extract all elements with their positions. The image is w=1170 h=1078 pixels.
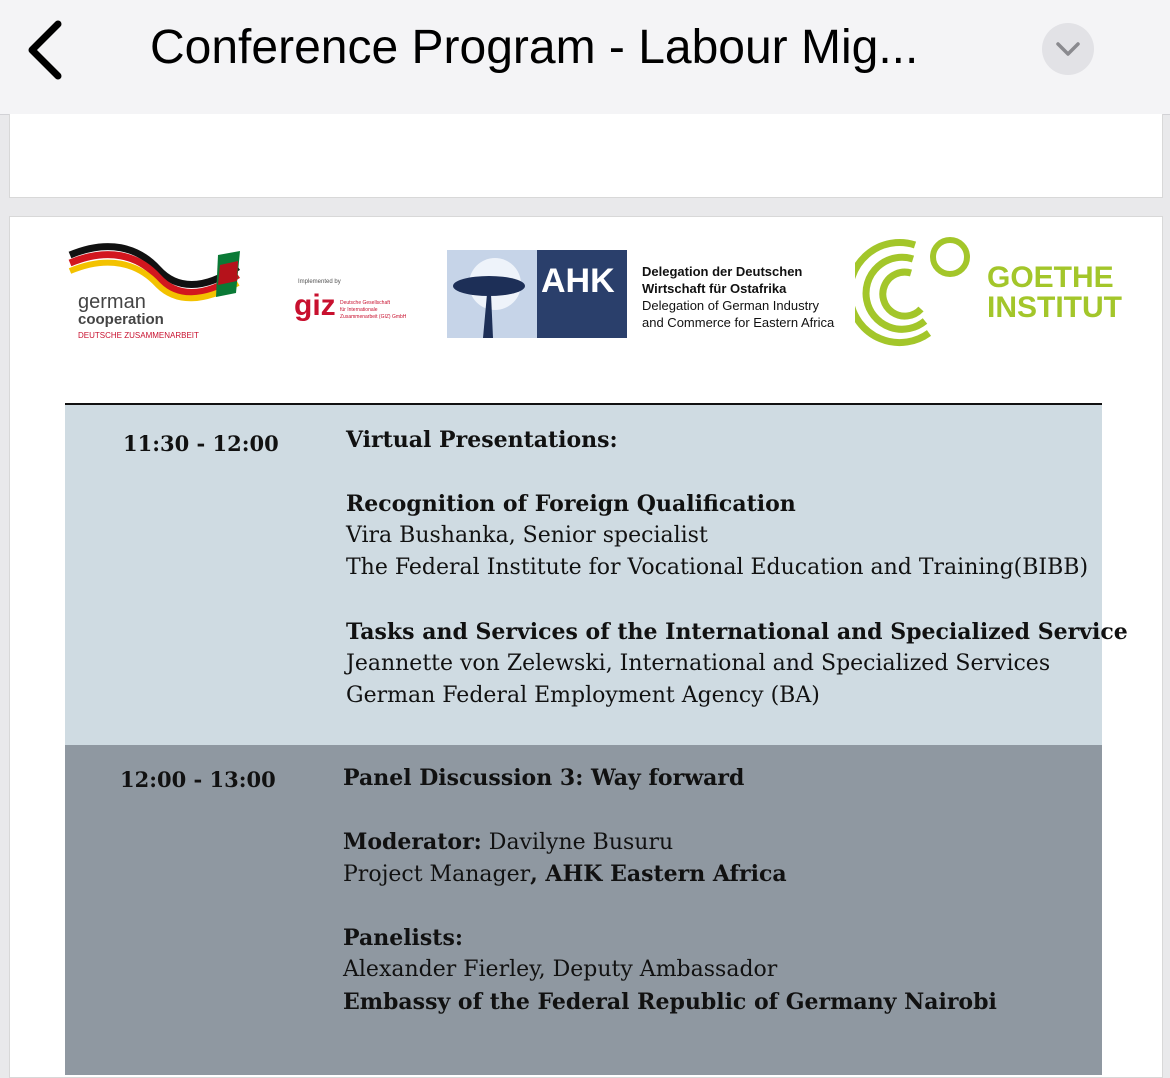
session-heading: Virtual Presentations: bbox=[346, 427, 618, 453]
ahk-mark-box bbox=[537, 250, 627, 338]
giz-desc-1: Deutsche Gesellschaft bbox=[340, 300, 391, 306]
chevron-down-icon bbox=[1055, 39, 1081, 59]
goethe-text-1: GOETHE bbox=[987, 261, 1114, 294]
talk-speaker: Vira Bushanka, Senior specialist bbox=[346, 523, 708, 548]
goethe-institut-logo bbox=[855, 235, 1122, 355]
german-cooperation-text-1: german bbox=[78, 291, 146, 313]
goethe-text-2: INSTITUT bbox=[987, 291, 1122, 324]
moderator-label: Moderator: bbox=[343, 829, 482, 855]
chevron-left-icon bbox=[22, 18, 72, 82]
german-cooperation-text-3: DEUTSCHE ZUSAMMENARBEIT bbox=[78, 331, 199, 340]
moderator-role-line bbox=[343, 861, 787, 887]
ahk-logo bbox=[447, 250, 837, 340]
panelists-label: Panelists: bbox=[343, 925, 463, 951]
talk-speaker: Jeannette von Zelewski, International and Specialized Services bbox=[346, 651, 1051, 676]
giz-mark: giz bbox=[294, 289, 336, 322]
panelist-organization: Embassy of the Federal Republic of Germany Nairobi bbox=[343, 989, 997, 1015]
ahk-text-1: Delegation der Deutschen bbox=[642, 264, 803, 279]
session-heading: Panel Discussion 3: Way forward bbox=[343, 765, 745, 791]
talk-title: Tasks and Services of the International and Specialized Service bbox=[346, 619, 1128, 645]
moderator-name: Davilyne Busuru bbox=[481, 830, 674, 855]
title-menu-button[interactable] bbox=[1042, 23, 1094, 75]
giz-implemented-by: Implemented by bbox=[298, 279, 341, 285]
acacia-tree-icon bbox=[447, 250, 537, 338]
moderator-role: Project Manager bbox=[343, 862, 531, 887]
logo-strip bbox=[10, 217, 1162, 367]
previous-page bbox=[9, 114, 1163, 198]
ahk-mark: AHK bbox=[541, 262, 615, 300]
giz-desc-2: für Internationale bbox=[340, 307, 378, 313]
moderator-line bbox=[343, 829, 673, 855]
moderator-organization: , AHK Eastern Africa bbox=[530, 861, 787, 887]
ahk-text-4: and Commerce for Eastern Africa bbox=[642, 315, 835, 330]
ahk-text-3: Delegation of German Industry bbox=[642, 298, 820, 313]
program-row-panel-discussion bbox=[65, 745, 1102, 1075]
back-button[interactable] bbox=[22, 18, 72, 82]
goethe-spiral-icon bbox=[855, 235, 980, 355]
navigation-bar bbox=[0, 0, 1170, 115]
ahk-text-2: Wirtschaft für Ostafrika bbox=[642, 281, 787, 296]
giz-desc-3: Zusammenarbeit (GIZ) GmbH bbox=[340, 314, 407, 320]
panelist: Alexander Fierley, Deputy Ambassador bbox=[343, 957, 778, 982]
talk-organization: German Federal Employment Agency (BA) bbox=[346, 683, 820, 708]
document-title: Conference Program - Labour Mig... bbox=[150, 21, 919, 74]
document-page bbox=[9, 216, 1163, 1078]
talk-title: Recognition of Foreign Qualification bbox=[346, 491, 796, 517]
session-time: 12:00 - 13:00 bbox=[120, 767, 276, 792]
program-row-virtual-presentations bbox=[65, 403, 1128, 749]
german-cooperation-logo bbox=[68, 241, 248, 351]
session-time: 11:30 - 12:00 bbox=[123, 431, 279, 456]
german-cooperation-text-2: cooperation bbox=[78, 311, 164, 328]
giz-logo bbox=[294, 279, 424, 339]
talk-organization: The Federal Institute for Vocational Education and Training(BIBB) bbox=[346, 555, 1089, 580]
